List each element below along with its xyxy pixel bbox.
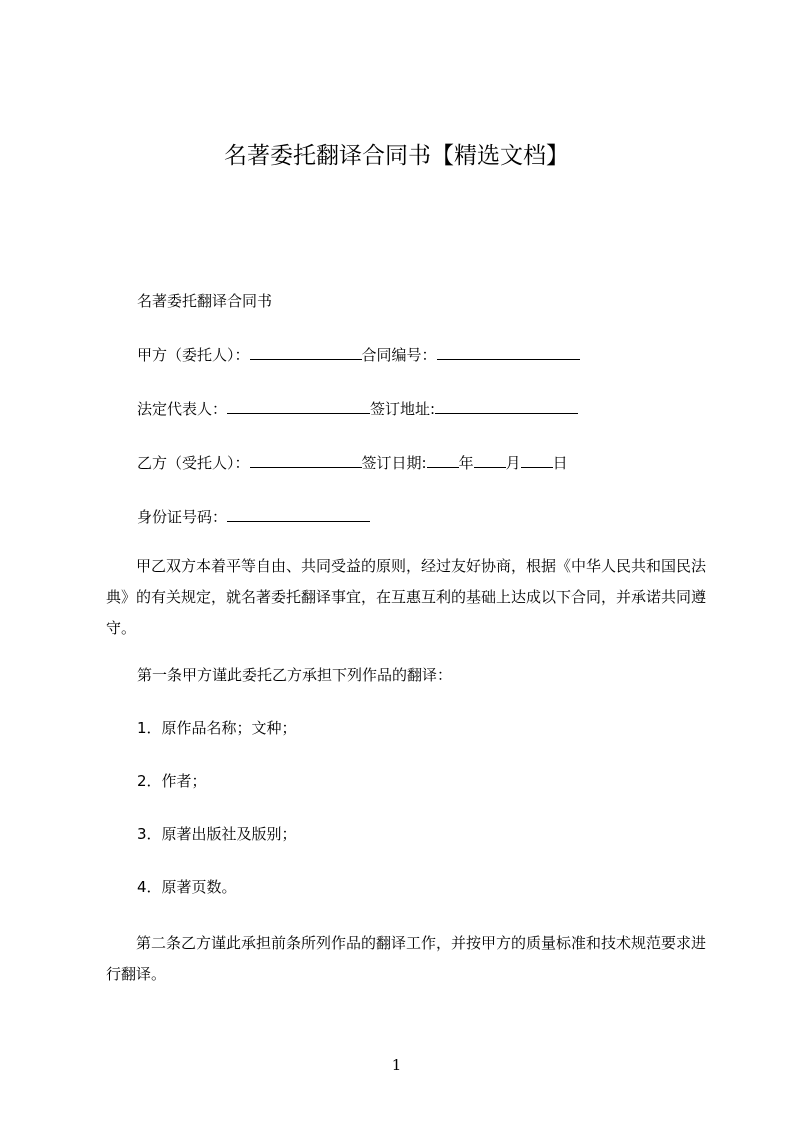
party-a-label: 甲方（委托人）：: [137, 346, 250, 364]
id-no-label: 身份证号码：: [137, 508, 228, 526]
day-label: 日: [552, 454, 568, 472]
article-2: 第二条乙方谨此承担前条所列作品的翻译工作，并按甲方的质量标准和技术规范要求进行翻译。: [106, 934, 707, 983]
article-1: 第一条甲方谨此委托乙方承担下列作品的翻译：: [137, 666, 453, 684]
id-no-row: [137, 506, 370, 527]
year-blank: [427, 452, 459, 468]
legal-rep-label: 法定代表人：: [137, 400, 228, 418]
party-b-blank: [250, 452, 362, 468]
party-b-label: 乙方（受托人）：: [137, 454, 250, 472]
list-item: 1．原作品名称；文种；: [137, 719, 297, 737]
contract-no-blank: [437, 344, 580, 360]
list-item: 2．作者；: [137, 772, 207, 790]
party-b-row: [137, 452, 568, 473]
legal-rep-row: [137, 398, 578, 419]
page-number: 1: [391, 1056, 402, 1074]
sign-date-label: 签订日期:: [361, 454, 427, 472]
intro-paragraph: 甲乙双方本着平等自由、共同受益的原则，经过友好协商，根据《中华人民共和国民法典》的有关规定，就名著委托翻译事宜，在互惠互利的基础上达成以下合同，并承诺共同遵守。: [106, 557, 707, 637]
party-a-row: [137, 344, 580, 365]
month-label: 月: [505, 454, 521, 472]
year-label: 年: [458, 454, 474, 472]
contract-no-label: 合同编号：: [361, 346, 437, 364]
party-a-blank: [250, 344, 362, 360]
list-item: 4．原著页数。: [137, 878, 237, 896]
id-no-blank: [227, 506, 370, 522]
sign-place-label: 签订地址:: [370, 400, 436, 418]
month-blank: [474, 452, 506, 468]
document-subtitle: 名著委托翻译合同书: [137, 292, 273, 310]
legal-rep-blank: [227, 398, 370, 414]
page-title: 名著委托翻译合同书【精选文档】: [224, 143, 569, 169]
day-blank: [521, 452, 553, 468]
sign-place-blank: [435, 398, 578, 414]
list-item: 3．原著出版社及版别；: [137, 825, 297, 843]
